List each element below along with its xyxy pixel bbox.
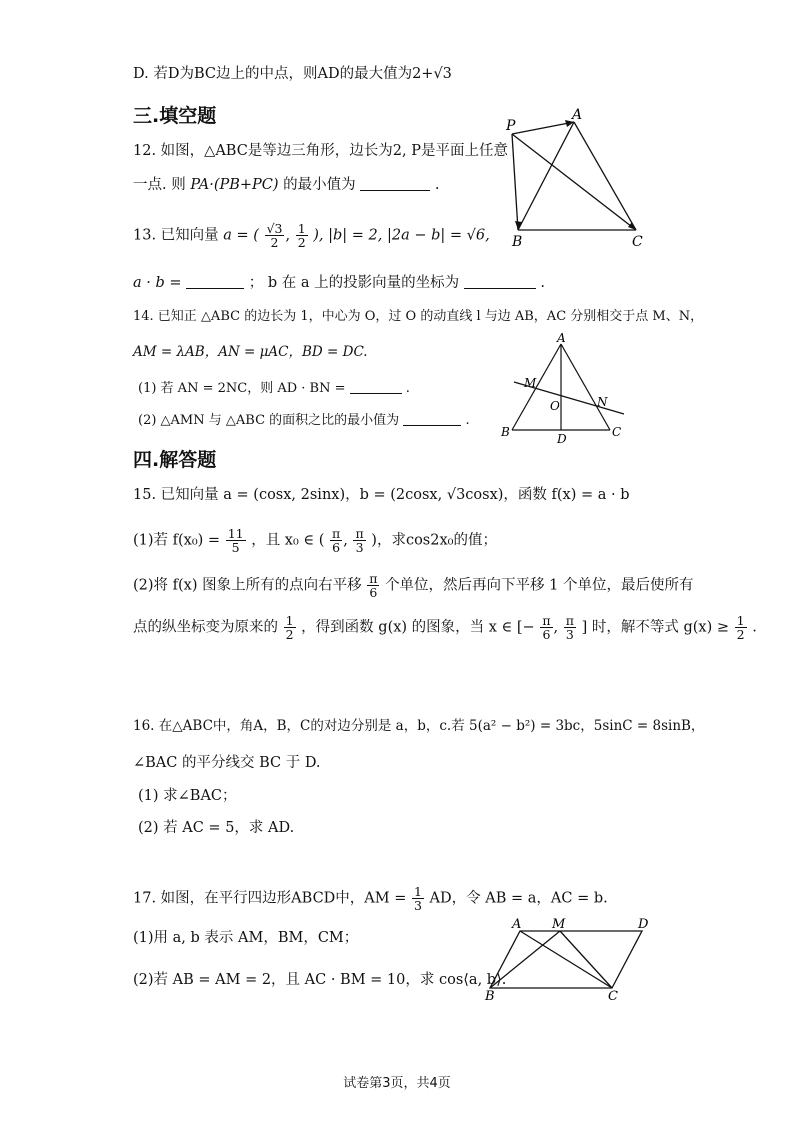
q14-line-ab — [512, 344, 561, 430]
q15-line4-pi6-denominator: 6 — [542, 627, 551, 643]
q16-sub1: (1) 求∠BAC； — [138, 788, 237, 804]
q12-line-pc — [512, 134, 636, 230]
q15-half-frac — [284, 614, 296, 641]
q15-frac-pi-over-3 — [353, 527, 365, 554]
q12-line1: 12. 如图，△ABC是等边三角形，边长为2, P是平面上任意 — [133, 143, 509, 159]
q13-projection-text: ； b 在 a 上的投影向量的坐标为 — [248, 275, 460, 291]
q17-frac-numerator: 1 — [413, 884, 422, 899]
q15-line4-end: . — [752, 619, 757, 636]
q12-line-pb — [512, 134, 518, 230]
q13-frac2-denominator: 2 — [297, 235, 306, 251]
q12-line2 — [133, 177, 440, 194]
q12-line2-suffix: 的最小值为 — [283, 177, 356, 193]
q15-half-denominator: 2 — [285, 627, 294, 643]
q13-vector-a: a = ( — [223, 227, 259, 244]
q17-frac-denominator: 3 — [413, 898, 422, 914]
q14-line2: AM = λAB，AN = μAC，BD = DC. — [133, 344, 368, 360]
q12-arrow-c — [628, 222, 636, 230]
q12-line2-prefix: 一点. 则 — [133, 177, 186, 193]
q15-shift-numerator: π — [369, 571, 378, 586]
q17-line-ac — [520, 931, 612, 988]
q17-label-m: M — [552, 917, 566, 932]
q15-shift-denominator: 6 — [369, 585, 378, 601]
q15-pi3-denominator: 3 — [355, 540, 364, 556]
q13-frac1-numerator: √3 — [266, 221, 283, 236]
q13-line1: 13. 已知向量 a = ( $\frac{√3}{2}$ , $\frac{1}{2}$ ), |b| = 2, |2a − b| = √6, — [133, 221, 490, 251]
q12-answer-blank — [360, 190, 430, 191]
q15-line4-half-denominator: 2 — [736, 627, 745, 643]
q15-part2-prefix: (2)将 f(x) 图象上所有的点向右平移 — [133, 577, 362, 594]
q17-line-mc — [560, 931, 612, 988]
q12-label-c: C — [632, 234, 643, 250]
q14-sub1-blank — [350, 393, 402, 394]
q15-frac-11-over-5 — [226, 527, 246, 554]
q14-sub1 — [138, 381, 410, 397]
q15-frac-pi-over-6 — [330, 527, 342, 554]
q12-line2-end: . — [434, 177, 440, 193]
q15-frac-numerator: 11 — [227, 526, 244, 541]
section-fill-in-title: 三.填空题 — [133, 105, 217, 127]
q17-sub1: (1)用 a, b 表示 AM，BM，CM； — [133, 930, 359, 946]
q15-line4: 点的纵坐标变为原来的 $\frac{1}{2}$ ，得到函数 g(x) 的图象，当 x ∈ [− $\frac{\pi}{6}$ , $\frac{\pi}{3}$ ] 时，解不等式 g(x) ≥ $\frac{1}{2}$ . — [133, 613, 757, 643]
q14-sub1-text: (1) 若 AN = 2NC，则 AD · BN = — [138, 381, 346, 396]
q14-sub2-blank — [403, 425, 461, 426]
q15-line4-inequality: ] 时，解不等式 g(x) ≥ — [581, 619, 730, 636]
q17-label-c: C — [608, 989, 618, 1002]
q15-line3 — [133, 572, 694, 599]
q15-line4-pi6 — [540, 614, 552, 641]
q14-label-a: A — [557, 331, 566, 345]
q15-pi6-denominator: 6 — [332, 540, 341, 556]
q14-label-m: M — [524, 376, 537, 390]
q13-dot-product: a · b = — [133, 275, 182, 291]
q14-line1: 14. 已知正 △ABC 的边长为 1，中心为 O，过 O 的动直线 l 与边 AB，AC 分别相交于点 M、N， — [133, 309, 704, 324]
q17-label-b: B — [485, 989, 495, 1002]
section-answer-title: 四.解答题 — [133, 449, 217, 471]
q12-figure — [500, 108, 660, 250]
q15-interval-open: ，且 x₀ ∈ ( — [251, 532, 325, 549]
q17-line1-prefix: 17. 如图，在平行四边形ABCD中，AM = — [133, 890, 407, 907]
q15-line4-prefix: 点的纵坐标变为原来的 — [133, 619, 278, 636]
q15-pi3-numerator: π — [355, 526, 364, 541]
page-footer: 试卷第3页，共4页 — [343, 1076, 451, 1091]
q12-label-p: P — [506, 118, 516, 134]
q13-frac-1-over-2 — [296, 222, 308, 249]
q13-frac2-numerator: 1 — [297, 221, 306, 236]
q13-line2-end: . — [540, 275, 545, 291]
q14-line-ac — [561, 344, 610, 430]
q12-line-pa — [512, 122, 574, 134]
q15-line2: (1)若 f(x₀) = $\frac{11}{5}$ ，且 x₀ ∈ ( $\frac{\pi}{6}$ , $\frac{\pi}{3}$ )，求cos2x₀的值； — [133, 526, 497, 556]
q15-line4-half — [735, 614, 747, 641]
q15-line4-half-numerator: 1 — [736, 613, 745, 628]
q14-sub2 — [138, 413, 470, 429]
q15-line1: 15. 已知向量 a = (cosx, 2sinx)，b = (2cosx, √3cosx)，函数 f(x) = a · b — [133, 487, 630, 503]
q15-part1-suffix: )，求cos2x₀的值； — [371, 532, 497, 549]
q13-prefix: 13. 已知向量 — [133, 227, 219, 244]
q17-label-a: A — [512, 917, 522, 932]
q14-label-d: D — [557, 432, 567, 446]
q15-half-numerator: 1 — [285, 613, 294, 628]
q14-label-c: C — [612, 425, 622, 439]
q17-line1 — [133, 885, 608, 912]
q11-option-d: D. 若D为BC边上的中点，则AD的最大值为2+√3 — [133, 66, 452, 82]
q13-blank-1 — [186, 288, 244, 289]
q15-line4-interval: ，得到函数 g(x) 的图象，当 x ∈ [− — [301, 619, 535, 636]
q12-line-ac — [574, 122, 636, 230]
q15-line4-pi3-numerator: π — [565, 613, 574, 628]
q16-line2: ∠BAC 的平分线交 BC 于 D. — [133, 755, 321, 771]
q16-line1: 16. 在△ABC中，角A，B，C的对边分别是 a，b，c.若 5(a² − b²) = 3bc，5sinC = 8sinB， — [133, 718, 705, 734]
q13-frac-sqrt3-over-2 — [265, 222, 285, 249]
q15-line4-pi6-numerator: π — [542, 613, 551, 628]
q17-line1-suffix: AD，令 AB = a，AC = b. — [429, 890, 608, 907]
q13-frac1-denominator: 2 — [270, 235, 279, 251]
q17-figure — [482, 916, 662, 1002]
q15-line4-pi3-denominator: 3 — [565, 627, 574, 643]
q15-frac-denominator: 5 — [231, 540, 240, 556]
q12-label-a: A — [572, 108, 583, 123]
q13-line2 — [133, 275, 545, 292]
q15-shift-frac — [367, 572, 379, 599]
q14-label-n: N — [597, 395, 608, 409]
q13-conditions: ), |b| = 2, |2a − b| = √6, — [313, 227, 490, 244]
q14-label-b: B — [501, 425, 510, 439]
q17-sub2: (2)若 AB = AM = 2，且 AC · BM = 10，求 cos⟨a, b⟩. — [133, 972, 507, 988]
q16-sub2: (2) 若 AC = 5，求 AD. — [138, 820, 295, 836]
q17-frac-1-over-3 — [412, 885, 424, 912]
q17-line-bm — [490, 931, 560, 988]
q14-sub1-end: . — [405, 381, 410, 396]
q14-figure — [498, 330, 633, 448]
q14-label-o: O — [550, 399, 560, 413]
q13-blank-2 — [464, 288, 536, 289]
q15-part2-suffix: 个单位，然后再向下平移 1 个单位，最后使所有 — [385, 577, 694, 594]
q14-sub2-text: (2) △AMN 与 △ABC 的面积之比的最小值为 — [138, 413, 400, 428]
q12-expression: PA·(PB+PC) — [190, 177, 279, 193]
q15-line4-pi3 — [564, 614, 576, 641]
q15-pi6-numerator: π — [332, 526, 341, 541]
q14-sub2-end: . — [465, 413, 470, 428]
q15-part1-prefix: (1)若 f(x₀) = — [133, 532, 221, 549]
q12-label-b: B — [512, 234, 523, 250]
q17-label-d: D — [638, 917, 649, 932]
